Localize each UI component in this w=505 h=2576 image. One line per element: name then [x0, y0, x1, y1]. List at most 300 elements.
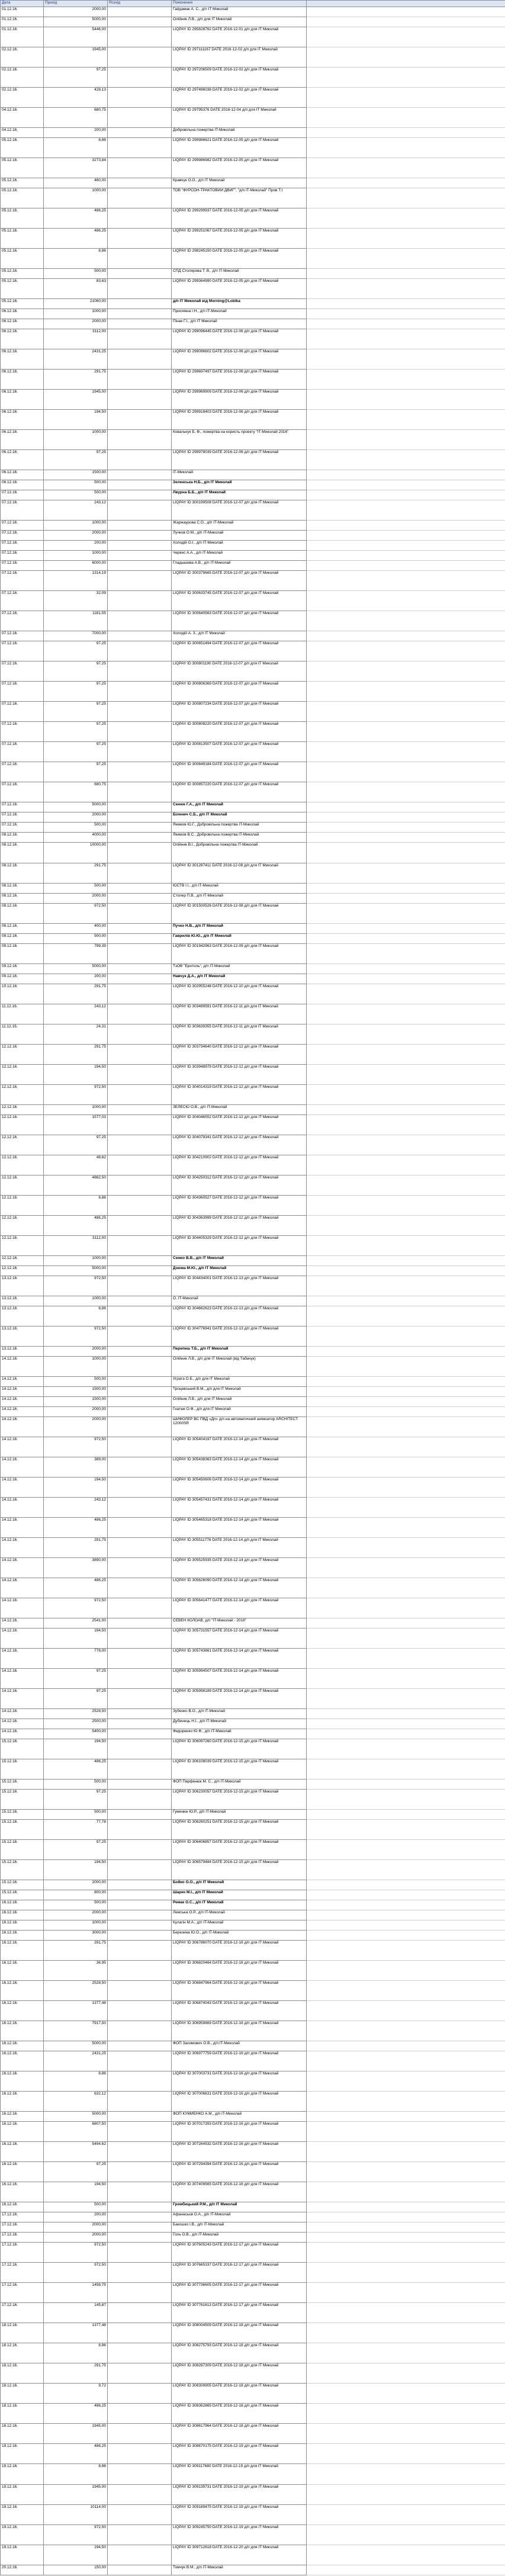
cell-date: 16.12.16.: [1, 1931, 44, 1941]
cell-date: 02.12.16.: [1, 47, 44, 68]
cell-empty: [307, 1004, 505, 1024]
cell-expense: [108, 47, 172, 68]
table-row: [1, 1064, 505, 1084]
cell-expense: [108, 1900, 172, 1910]
cell-income: 486,25: [44, 208, 108, 229]
table-row: [1, 2424, 505, 2444]
header-description: Пояснення: [172, 1, 307, 7]
cell-description: Громбицький Р.М., д/п IT Миколай: [172, 2202, 307, 2212]
cell-date: 08.12.16.: [1, 903, 44, 923]
cell-empty: [307, 1477, 505, 1497]
table-row: [1, 1326, 505, 1346]
cell-empty: [307, 641, 505, 661]
cell-income: 486,25: [44, 1215, 108, 1235]
cell-income: 5000,00: [44, 963, 108, 974]
cell-expense: [108, 1810, 172, 1820]
cell-date: 18.12.16.: [1, 2363, 44, 2384]
cell-empty: [307, 1840, 505, 1860]
cell-empty: [307, 188, 505, 208]
cell-empty: [307, 591, 505, 611]
cell-description: LIQPAY ID 299697497 DATE 2016-12-06 д/п для IT Миколай: [172, 370, 307, 390]
cell-income: 500,00: [44, 1376, 108, 1386]
cell-expense: [108, 1537, 172, 1557]
cell-empty: [307, 1739, 505, 1759]
cell-expense: [108, 551, 172, 561]
cell-expense: [108, 2233, 172, 2243]
cell-description: Холодій О.І., д/п IT-Миколай: [172, 541, 307, 551]
cell-empty: [307, 2051, 505, 2071]
table-row: [1, 1255, 505, 1265]
cell-description: LIQPAY ID 301942963 DATE 2016-12-09 д/п для IT Миколай: [172, 943, 307, 963]
table-row: [1, 2182, 505, 2202]
cell-expense: [108, 1840, 172, 1860]
cell-empty: [307, 500, 505, 521]
cell-expense: [108, 158, 172, 178]
cell-income: 291,75: [44, 1941, 108, 1961]
cell-description: Якимов В.С., Добровільна пожертва IT-Миколай: [172, 833, 307, 843]
cell-description: LIQPAY ID 308004509 DATE 2016-12-18 д/п для IT Миколай: [172, 2323, 307, 2343]
cell-income: 97,25: [44, 742, 108, 762]
cell-description: LIQPAY ID 306097260 DATE 2016-12-15 д/п для IT Миколай: [172, 1739, 307, 1759]
cell-empty: [307, 1860, 505, 1880]
table-row: [1, 450, 505, 470]
table-row: [1, 2202, 505, 2212]
table-row: [1, 1437, 505, 1457]
cell-description: LIQPAY ID 305457431 DATE 2016-12-14 д/п для IT Миколай: [172, 1497, 307, 1517]
cell-description: LIQPAY ID 307409565 DATE 2016-12-16 д/п для IT Миколай: [172, 2182, 307, 2202]
cell-description: ФОП Парфенюк М. С., д/п IT-Миколай: [172, 1780, 307, 1790]
cell-date: 14.12.16.: [1, 1376, 44, 1386]
table-row: [1, 1628, 505, 1648]
table-row: [1, 2071, 505, 2092]
table-row: [1, 1931, 505, 1941]
cell-empty: [307, 1628, 505, 1648]
cell-expense: [108, 1729, 172, 1739]
table-row: [1, 1759, 505, 1780]
cell-description: LIQPAY ID 300813507 DATE 2016-12-07 д/п для IT Миколай: [172, 742, 307, 762]
cell-income: 2000,00: [44, 893, 108, 903]
cell-date: 18.12.16.: [1, 2343, 44, 2363]
cell-empty: [307, 883, 505, 893]
table-row: [1, 27, 505, 47]
cell-expense: [108, 1880, 172, 1890]
cell-date: 17.12.16.: [1, 2243, 44, 2263]
cell-date: 07.12.16.: [1, 500, 44, 521]
cell-description: Зеленська Н.Б., д/п IT Миколай: [172, 480, 307, 490]
table-row: [1, 1406, 505, 1417]
cell-expense: [108, 591, 172, 611]
cell-expense: [108, 490, 172, 500]
cell-description: LIQPAY ID 305743861 DATE 2016-12-14 д/п для IT Миколай: [172, 1648, 307, 1668]
table-row: [1, 641, 505, 661]
cell-empty: [307, 2363, 505, 2384]
cell-description: LIQPAY ID 306108039 DATE 2016-12-15 д/п для IT Миколай: [172, 1759, 307, 1780]
cell-description: LIQPAY ID 299918403 DATE 2016-12-06 д/п для IT Миколай: [172, 410, 307, 430]
cell-expense: [108, 138, 172, 158]
table-row: [1, 1386, 505, 1396]
table-row: [1, 1477, 505, 1497]
cell-expense: [108, 2122, 172, 2142]
cell-empty: [307, 1618, 505, 1628]
cell-date: 13.12.16.: [1, 1296, 44, 1306]
cell-date: 14.12.16.: [1, 1669, 44, 1689]
cell-description: ТзОВ "Ернтоль", д/п IT-Миколай: [172, 963, 307, 974]
cell-empty: [307, 279, 505, 299]
cell-empty: [307, 984, 505, 1004]
cell-income: 194,50: [44, 2545, 108, 2565]
cell-description: Холодій А. З., д/п IT Миколай: [172, 631, 307, 641]
cell-empty: [307, 2182, 505, 2202]
cell-empty: [307, 1900, 505, 1910]
cell-income: 2000,00: [44, 2222, 108, 2233]
table-row: [1, 2404, 505, 2424]
cell-empty: [307, 299, 505, 309]
cell-expense: [108, 370, 172, 390]
table-row: [1, 974, 505, 984]
cell-income: 680,75: [44, 782, 108, 802]
table-row: [1, 1497, 505, 1517]
cell-income: 632,12: [44, 2092, 108, 2112]
cell-date: 16.12.16.: [1, 2051, 44, 2071]
cell-income: 500,00: [44, 823, 108, 833]
cell-date: 13.12.16.: [1, 1276, 44, 1296]
cell-description: LIQPAY ID 306977759 DATE 2016-12-16 д/п для IT Миколай: [172, 2051, 307, 2071]
table-row: [1, 863, 505, 883]
cell-empty: [307, 2112, 505, 2122]
cell-description: LIQPAY ID 304046552 DATE 2016-12-12 д/п для IT Миколай: [172, 1114, 307, 1135]
table-row: [1, 1689, 505, 1709]
cell-expense: [108, 2202, 172, 2212]
cell-date: 05.12.16.: [1, 158, 44, 178]
cell-description: LIQPAY ID 300808220 DATE 2016-12-07 д/п для IT Миколай: [172, 722, 307, 742]
cell-empty: [307, 1648, 505, 1668]
cell-income: 486,25: [44, 1578, 108, 1598]
cell-empty: [307, 762, 505, 782]
cell-empty: [307, 249, 505, 269]
cell-date: 16.12.16.: [1, 2071, 44, 2092]
cell-income: 97,25: [44, 1840, 108, 1860]
header-expense: Розхід: [108, 1, 172, 7]
cell-description: СПД Столярова Т. В., д/п IT-Миколай: [172, 269, 307, 279]
cell-description: LIQPAY ID 300857220 DATE 2016-12-07 д/п для IT Миколай: [172, 782, 307, 802]
cell-date: 06.12.16.: [1, 450, 44, 470]
cell-date: 14.12.16.: [1, 1578, 44, 1598]
table-row: [1, 470, 505, 480]
cell-description: LIQPAY ID 304662623 DATE 2016-12-13 д/п для IT Миколай: [172, 1306, 307, 1326]
cell-description: LIQPAY ID 300633745 DATE 2016-12-07 д/п для IT Миколай: [172, 591, 307, 611]
cell-date: 14.12.16.: [1, 1437, 44, 1457]
cell-empty: [307, 1356, 505, 1376]
cell-date: 07.12.16.: [1, 541, 44, 551]
cell-income: 48,62: [44, 1155, 108, 1175]
cell-date: 17.12.16.: [1, 2233, 44, 2243]
cell-date: 19.12.16.: [1, 2545, 44, 2565]
table-row: [1, 1376, 505, 1386]
header-date: Дата: [1, 1, 44, 7]
cell-date: 08.12.16.: [1, 843, 44, 863]
cell-expense: [108, 269, 172, 279]
cell-description: Якимов Ю.Г., Добровільна пожертва IT-Миколай: [172, 823, 307, 833]
cell-description: LIQPAY ID 300849184 DATE 2016-12-07 д/п для IT Миколай: [172, 762, 307, 782]
cell-date: 19.12.16.: [1, 2504, 44, 2524]
cell-date: 07.12.16.: [1, 551, 44, 561]
cell-expense: [108, 963, 172, 974]
cell-income: 194,50: [44, 410, 108, 430]
cell-description: LIQPAY ID 307294394 DATE 2016-12-16 д/п для IT Миколай: [172, 2162, 307, 2182]
cell-expense: [108, 1961, 172, 1981]
cell-expense: [108, 1910, 172, 1920]
table-row: [1, 2524, 505, 2545]
cell-expense: [108, 661, 172, 682]
cell-income: 8,86: [44, 2464, 108, 2484]
cell-expense: [108, 1860, 172, 1880]
cell-income: 1000,00: [44, 309, 108, 319]
cell-income: 5000,00: [44, 1265, 108, 1276]
cell-description: LIQPAY ID 305641477 DATE 2016-12-14 д/п для IT Миколай: [172, 1598, 307, 1618]
cell-description: LIQPAY ID 299978039 DATE 2016-12-06 д/п для IT Миколай: [172, 450, 307, 470]
cell-empty: [307, 2092, 505, 2112]
cell-date: 14.12.16.: [1, 1618, 44, 1628]
table-row: [1, 7, 505, 17]
cell-empty: [307, 390, 505, 410]
cell-description: Олійник В.І., Добровільна пожертва IT-Миколай: [172, 843, 307, 863]
table-row: [1, 299, 505, 309]
cell-income: 972,50: [44, 903, 108, 923]
cell-date: 05.12.16.: [1, 269, 44, 279]
cell-expense: [108, 68, 172, 88]
cell-expense: [108, 2162, 172, 2182]
table-row: [1, 2041, 505, 2051]
cell-income: 8,86: [44, 138, 108, 158]
table-row: [1, 349, 505, 370]
cell-income: 97,25: [44, 661, 108, 682]
table-row: [1, 1235, 505, 1255]
cell-date: 16.12.16.: [1, 2092, 44, 2112]
cell-income: 1314,19: [44, 571, 108, 591]
cell-income: 972,50: [44, 2524, 108, 2545]
cell-date: 18.12.16.: [1, 2424, 44, 2444]
cell-date: 02.12.16.: [1, 68, 44, 88]
cell-date: 16.12.16.: [1, 2142, 44, 2162]
cell-description: LIQPAY ID 307006631 DATE 2016-12-16 д/п для IT Миколай: [172, 2092, 307, 2112]
cell-date: 14.12.16.: [1, 1497, 44, 1517]
cell-empty: [307, 1669, 505, 1689]
table-row: [1, 722, 505, 742]
cell-income: 3890,00: [44, 1557, 108, 1578]
cell-income: 21060,00: [44, 299, 108, 309]
table-row: [1, 1356, 505, 1376]
cell-date: 06.12.16.: [1, 370, 44, 390]
cell-date: 14.12.16.: [1, 1457, 44, 1477]
cell-empty: [307, 2464, 505, 2484]
table-row: [1, 1306, 505, 1326]
table-row: [1, 661, 505, 682]
cell-description: ФОП КУМИЕНКО А.М., д/п IT-Миколай: [172, 2112, 307, 2122]
cell-expense: [108, 943, 172, 963]
cell-date: 07.12.16.: [1, 702, 44, 722]
cell-empty: [307, 1689, 505, 1709]
cell-date: 16.12.16.: [1, 1981, 44, 2001]
cell-income: 1000,00: [44, 1255, 108, 1265]
cell-description: LIQPAY ID 306230057 DATE 2016-12-15 д/п для IT Миколай: [172, 1790, 307, 1810]
cell-expense: [108, 2343, 172, 2363]
cell-empty: [307, 1114, 505, 1135]
cell-empty: [307, 68, 505, 88]
cell-expense: [108, 531, 172, 541]
table-row: [1, 1941, 505, 1961]
cell-description: LIQPAY ID 304776941 DATE 2016-12-13 д/п для IT Миколай: [172, 1326, 307, 1346]
cell-description: LIQPAY ID 306820464 DATE 2016-12-16 д/п для IT Миколай: [172, 1961, 307, 1981]
cell-empty: [307, 1729, 505, 1739]
table-row: [1, 883, 505, 893]
cell-empty: [307, 17, 505, 27]
cell-description: LIQPAY ID 297486036 DATE 2016-12-02 д/п для IT Миколай: [172, 88, 307, 108]
cell-income: 460,00: [44, 178, 108, 188]
cell-income: 97,25: [44, 1135, 108, 1155]
cell-empty: [307, 1598, 505, 1618]
cell-empty: [307, 2303, 505, 2323]
cell-expense: [108, 722, 172, 742]
cell-empty: [307, 2122, 505, 2142]
table-row: [1, 2343, 505, 2363]
cell-description: LIQPAY ID 306874043 DATE 2016-12-16 д/п для IT Миколай: [172, 2001, 307, 2021]
table-row: [1, 17, 505, 27]
table-row: [1, 1195, 505, 1215]
table-row: [1, 2001, 505, 2021]
table-row: [1, 138, 505, 158]
cell-empty: [307, 521, 505, 531]
cell-empty: [307, 802, 505, 812]
cell-income: 2000,00: [44, 1880, 108, 1890]
cell-expense: [108, 2545, 172, 2565]
cell-expense: [108, 762, 172, 782]
cell-date: 06.12.16.: [1, 470, 44, 480]
cell-description: LIQPAY ID 299364990 DATE 2016-12-05 д/п для IT Миколай: [172, 279, 307, 299]
cell-income: 1377,48: [44, 2001, 108, 2021]
cell-income: 1000,00: [44, 551, 108, 561]
cell-description: Шарко М.І., д/п IT Миколай: [172, 1890, 307, 1900]
cell-empty: [307, 1709, 505, 1719]
cell-empty: [307, 2384, 505, 2404]
cell-date: 10.12.16.: [1, 984, 44, 1004]
cell-empty: [307, 2524, 505, 2545]
cell-expense: [108, 1739, 172, 1759]
cell-empty: [307, 1376, 505, 1386]
cell-description: LIQPAY ID 297111167 DATE 2016-12-02 д/п для IT Миколай: [172, 47, 307, 68]
table-row: [1, 1709, 505, 1719]
table-row: [1, 68, 505, 88]
table-row: [1, 1557, 505, 1578]
cell-date: 12.12.16.: [1, 1195, 44, 1215]
cell-expense: [108, 903, 172, 923]
cell-description: Сенюк Г.А., д/п IT Миколай: [172, 802, 307, 812]
cell-date: 16.12.16.: [1, 2041, 44, 2051]
cell-date: 07.12.16.: [1, 561, 44, 571]
cell-description: LIQPAY ID 304360527 DATE 2016-12-12 д/п для IT Миколай: [172, 1195, 307, 1215]
cell-date: 01.12.16.: [1, 27, 44, 47]
cell-income: 194,50: [44, 1860, 108, 1880]
cell-empty: [307, 863, 505, 883]
cell-empty: [307, 2233, 505, 2243]
cell-empty: [307, 2212, 505, 2222]
table-row: [1, 1890, 505, 1900]
cell-empty: [307, 410, 505, 430]
cell-income: 500,00: [44, 1810, 108, 1820]
cell-expense: [108, 2182, 172, 2202]
cell-empty: [307, 2222, 505, 2233]
cell-income: 2431,25: [44, 349, 108, 370]
cell-income: 428,13: [44, 88, 108, 108]
cell-expense: [108, 1477, 172, 1497]
cell-date: 14.12.16.: [1, 1598, 44, 1618]
cell-description: LIQPAY ID 305731557 DATE 2016-12-14 д/п для IT Миколай: [172, 1628, 307, 1648]
cell-date: 20.12.16.: [1, 2565, 44, 2575]
cell-empty: [307, 319, 505, 329]
cell-income: 6000,00: [44, 561, 108, 571]
cell-expense: [108, 1296, 172, 1306]
table-row: [1, 1840, 505, 1860]
cell-income: 6807,50: [44, 2122, 108, 2142]
cell-description: Федоренко Ю.Ф., д/п IT-Миколай: [172, 1729, 307, 1739]
cell-empty: [307, 571, 505, 591]
table-row: [1, 2303, 505, 2323]
cell-date: 12.12.16.: [1, 1044, 44, 1064]
cell-empty: [307, 370, 505, 390]
cell-date: 18.12.16.: [1, 2323, 44, 2343]
cell-expense: [108, 500, 172, 521]
cell-description: LIQPAY ID 297206509 DATE 2016-12-02 д/п для IT Миколай: [172, 68, 307, 88]
cell-date: 06.12.16.: [1, 349, 44, 370]
cell-empty: [307, 963, 505, 974]
cell-income: 24,31: [44, 1024, 108, 1044]
cell-empty: [307, 2444, 505, 2464]
cell-date: 15.12.16.: [1, 1880, 44, 1890]
cell-income: 97,25: [44, 762, 108, 782]
table-row: [1, 2212, 505, 2222]
table-row: [1, 631, 505, 641]
cell-description: LIQPAY ID 299299937 DATE 2016-12-05 д/п для IT Миколай: [172, 208, 307, 229]
cell-date: 16.12.16.: [1, 2021, 44, 2041]
table-row: [1, 2444, 505, 2464]
cell-income: 1000,00: [44, 430, 108, 450]
cell-income: 291,75: [44, 370, 108, 390]
cell-expense: [108, 410, 172, 430]
cell-expense: [108, 1004, 172, 1024]
table-row: [1, 1215, 505, 1235]
cell-date: 14.12.16.: [1, 1517, 44, 1537]
cell-expense: [108, 1820, 172, 1840]
cell-expense: [108, 923, 172, 933]
cell-expense: [108, 1175, 172, 1195]
cell-date: 15.12.16.: [1, 1860, 44, 1880]
cell-expense: [108, 682, 172, 702]
cell-expense: [108, 2524, 172, 2545]
cell-expense: [108, 2464, 172, 2484]
cell-description: LIQPAY ID 299096445 DATE 2016-12-06 д/п для IT Миколай: [172, 329, 307, 349]
cell-description: LIQPAY ID 303734640 DATE 2016-12-12 д/п для IT Миколай: [172, 1044, 307, 1064]
cell-empty: [307, 1135, 505, 1155]
cell-empty: [307, 833, 505, 843]
table-row: [1, 490, 505, 500]
table-row: [1, 480, 505, 490]
cell-expense: [108, 1306, 172, 1326]
cell-date: 08.12.16.: [1, 833, 44, 843]
cell-income: 1500,00: [44, 1386, 108, 1396]
cell-expense: [108, 1578, 172, 1598]
table-row: [1, 1417, 505, 1437]
cell-expense: [108, 2384, 172, 2404]
cell-description: Гайдамак А. С., д/п IT Миколай: [172, 7, 307, 17]
